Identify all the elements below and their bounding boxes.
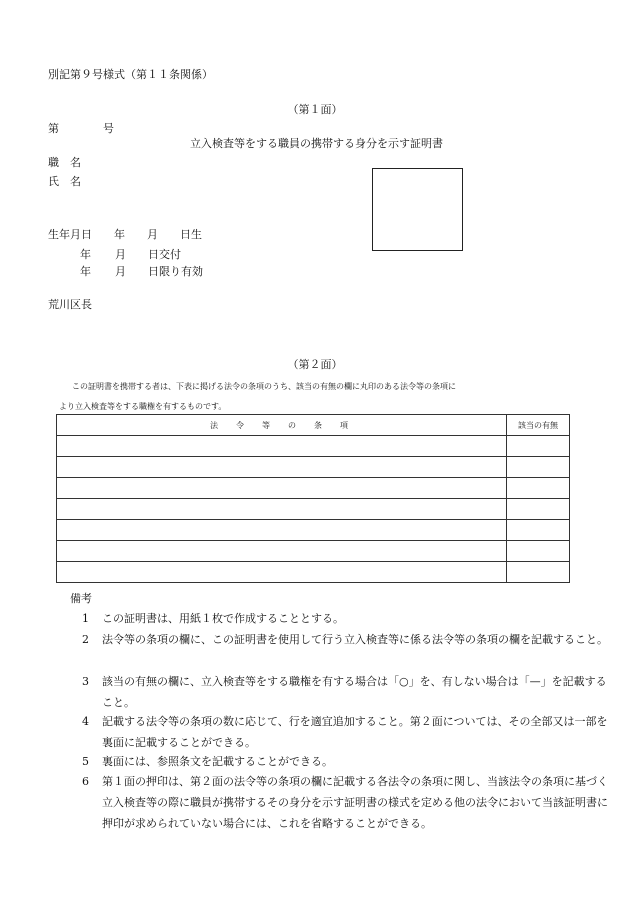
note-text: 該当の有無の欄に、立入検査等をする職権を有する場合は「○」を、有しない場合は「—」を記載すること。 [102, 675, 607, 709]
photo-box [372, 168, 463, 251]
number-prefix: 第 [48, 122, 59, 135]
job-title-label [48, 156, 81, 170]
applicable-column-header: 該当の有無 [507, 415, 570, 436]
note-number: 6 [82, 775, 89, 788]
note-text: 記載する法令等の条項の数に応じて、行を適宜追加すること。第２面については、その全部又は一部を裏面に記載することができる。 [102, 715, 608, 749]
form-label: 別記第９号様式（第１１条関係） [48, 68, 213, 81]
applicable-cell [507, 478, 570, 499]
law-cell [57, 520, 507, 541]
notes-title: 備考 [70, 592, 92, 605]
valid-day: 日限り有効 [148, 265, 203, 278]
note-item [82, 751, 610, 772]
birth-month: 月 [147, 228, 158, 241]
note-item [82, 629, 610, 671]
issue-month: 月 [115, 248, 126, 261]
valid-year: 年 [80, 265, 91, 278]
birth-year: 年 [114, 228, 125, 241]
note-item [82, 711, 610, 753]
note-text: 第１面の押印は、第２面の法令等の条項の欄に記載する各法令の条項に関し、当該法令の条項に基づく立入検査等の際に職員が携帯するその身分を示す証明書の様式を定める他の法令において当該証明書に押印が求められていない場合には、これを省略することができる。 [102, 775, 608, 830]
certificate-title: 立入検査等をする職員の携帯する身分を示す証明書 [190, 137, 443, 150]
table-row [57, 562, 570, 583]
table-row [57, 499, 570, 520]
job-label-char2: 名 [70, 156, 81, 169]
note-item [82, 608, 610, 629]
applicable-cell [507, 520, 570, 541]
name-label [48, 175, 81, 189]
note-number: 4 [82, 715, 89, 728]
law-cell [57, 478, 507, 499]
certificate-number [48, 122, 114, 136]
note-text: この証明書は、用紙１枚で作成することとする。 [102, 612, 344, 625]
number-suffix: 号 [103, 122, 114, 135]
applicable-cell [507, 562, 570, 583]
table-row [57, 457, 570, 478]
job-label-char1: 職 [48, 156, 59, 169]
table-row [57, 541, 570, 562]
law-cell [57, 457, 507, 478]
issue-day: 日交付 [148, 248, 181, 261]
law-table [56, 414, 570, 583]
applicable-cell [507, 436, 570, 457]
issue-year: 年 [80, 248, 91, 261]
name-label-char2: 名 [70, 175, 81, 188]
issuer: 荒川区長 [48, 298, 92, 311]
table-row [57, 520, 570, 541]
applicable-cell [507, 541, 570, 562]
note-item [82, 771, 610, 834]
valid-date-row [80, 265, 203, 279]
note-number: 1 [82, 612, 89, 625]
issue-date-row [80, 248, 181, 262]
table-row [57, 436, 570, 457]
name-label-char1: 氏 [48, 175, 59, 188]
law-cell [57, 562, 507, 583]
birth-day: 日生 [180, 228, 202, 241]
birth-date-row [48, 228, 202, 242]
face1-title: （第１面） [287, 103, 343, 116]
note-item [82, 671, 610, 713]
law-column-header: 法 令 等 の 条 項 [57, 415, 507, 436]
applicable-cell [507, 457, 570, 478]
table-row [57, 478, 570, 499]
birth-label: 生年月日 [48, 228, 92, 241]
lead-text-line2: より立入検査等をする職権を有するものです。 [59, 402, 227, 411]
note-number: 3 [82, 675, 89, 688]
face2-title: （第２面） [287, 358, 343, 371]
note-text: 裏面には、参照条文を記載することができる。 [102, 755, 333, 768]
valid-month: 月 [115, 265, 126, 278]
applicable-cell [507, 499, 570, 520]
law-cell [57, 499, 507, 520]
law-cell [57, 436, 507, 457]
note-number: 2 [82, 633, 89, 646]
note-text: 法令等の条項の欄に、この証明書を使用して行う立入検査等に係る法令等の条項の欄を記載すること。 [102, 633, 608, 646]
law-cell [57, 541, 507, 562]
note-number: 5 [82, 755, 89, 768]
lead-text-line1: この証明書を携帯する者は、下表に掲げる法令の条項のうち、該当の有無の欄に丸印のある法令等の条項に [72, 382, 456, 391]
table-header-row [57, 415, 570, 436]
